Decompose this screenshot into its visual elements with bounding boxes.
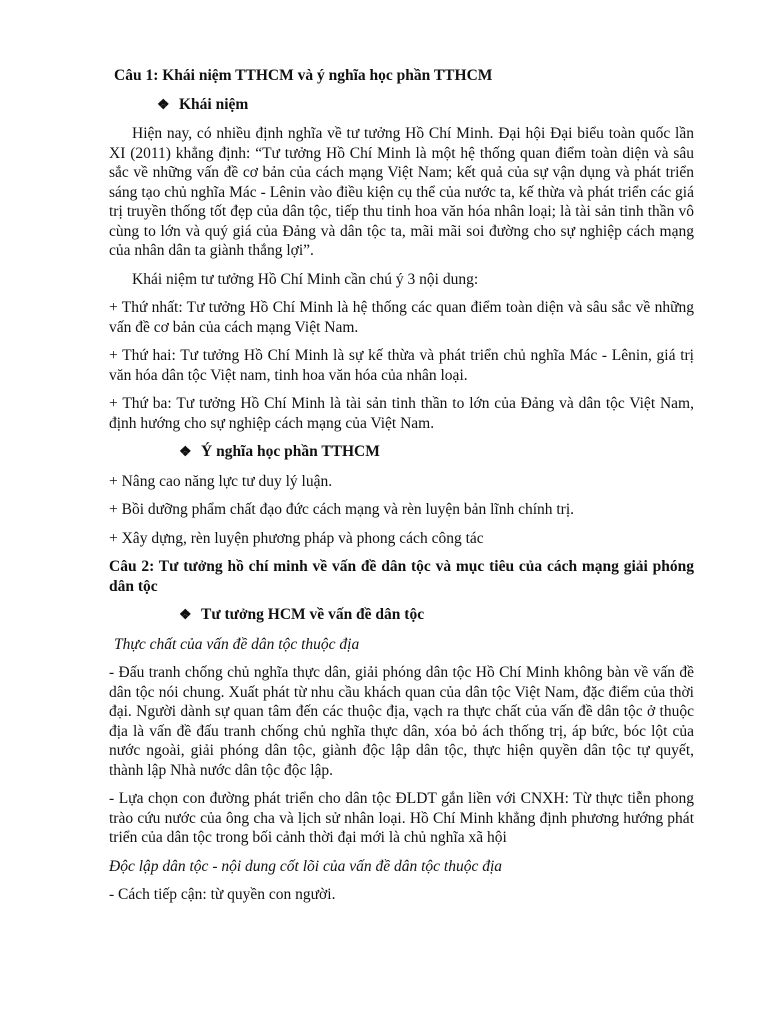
point-1: + Thứ nhất: Tư tưởng Hồ Chí Minh là hệ thống các quan điểm toàn diện và sâu sắc về những vấn đề cơ bản của cách mạng Việt Nam. xyxy=(109,299,694,336)
subheading-doc-lap: Độc lập dân tộc - nội dung cốt lõi của vấn đề dân tộc thuộc địa xyxy=(109,857,503,875)
section-van-de-dan-toc-heading xyxy=(109,605,694,626)
intro-paragraph: Hiện nay, có nhiều định nghĩa về tư tưởng Hồ Chí Minh. Đại hội Đại biểu toàn quốc lần XI (2011) khẳng định: “Tư tưởng Hồ Chí Minh là một hệ thống quan điểm toàn diện và sâu sắc về những vấn đề cơ bản của cách mạng Việt Nam; kết quả của sự vận dụng và phát triển sáng tạo chủ nghĩa Mác - Lênin vào điều kiện cụ thể của nước ta, kế thừa và phát triển các giá trị truyền thống tốt đẹp của dân tộc, tiếp thu tinh hoa văn hóa nhân loại; là tài sản tinh thần vô cùng to lớn và quý giá của Đảng và dân tộc ta, mãi mãi soi đường cho sự nghiệp cách mạng của nhân dân ta giành thắng lợi”. xyxy=(109,125,694,259)
section-y-nghia-title: Ý nghĩa học phần TTHCM xyxy=(201,443,380,460)
paragraph-dau-tranh: - Đấu tranh chống chủ nghĩa thực dân, giải phóng dân tộc Hồ Chí Minh không bàn về vấn đề dân tộc nói chung. Xuất phát từ nhu cầu khách quan của dân tộc Việt Nam, đặc điểm của thời đại. Người dành sự quan tâm đến các thuộc địa, vạch ra thực chất của vấn đề dân tộc ở thuộc địa là vấn đề đấu tranh chống chủ nghĩa thực dân, xóa bỏ ách thống trị, áp bức, bóc lột của nước ngoài, giải phóng dân tộc, giành độc lập dân tộc, thực hiện quyền dân tộc tự quyết, thành lập Nhà nước dân tộc độc lập. xyxy=(109,664,694,779)
paragraph-cach-tiep-can: - Cách tiếp cận: từ quyền con người. xyxy=(109,886,336,903)
section-khai-niem-title: Khái niệm xyxy=(179,95,249,113)
subheading-thuc-chat: Thực chất của vấn đề dân tộc thuộc địa xyxy=(114,635,360,653)
section-van-de-dan-toc-title: Tư tưởng HCM về vấn đề dân tộc xyxy=(201,606,425,623)
point-3: + Thứ ba: Tư tưởng Hồ Chí Minh là tài sản tinh thần to lớn của Đảng và dân tộc Việt Nam, định hướng cho sự nghiệp cách mạng của Việt Nam. xyxy=(109,395,694,432)
meaning-1: + Nâng cao năng lực tư duy lý luận. xyxy=(109,472,333,490)
diamond-bullet-icon: ❖ xyxy=(179,445,192,460)
section-y-nghia-heading xyxy=(109,442,694,463)
question-1-title: Câu 1: Khái niệm TTHCM và ý nghĩa học phần TTHCM xyxy=(114,67,493,84)
meaning-3: + Xây dựng, rèn luyện phương pháp và phong cách công tác xyxy=(109,529,484,547)
paragraph-lua-chon: - Lựa chọn con đường phát triển cho dân tộc ĐLDT gắn liền với CNXH: Từ thực tiễn phong trào cứu nước của ông cha và lịch sử nhân loại. Hồ Chí Minh khẳng định phương hướng phát triển của dân tộc trong bối cảnh thời đại mới là chủ nghĩa xã hội xyxy=(109,790,694,846)
section-khai-niem-heading xyxy=(109,95,694,116)
document-page xyxy=(109,66,694,914)
meaning-2: + Bồi dưỡng phẩm chất đạo đức cách mạng và rèn luyện bản lĩnh chính trị. xyxy=(109,501,575,518)
question-2-title: Câu 2: Tư tưởng hồ chí minh về vấn đề dân tộc và mục tiêu của cách mạng giải phóng dân tộc xyxy=(109,558,694,595)
point-2: + Thứ hai: Tư tưởng Hồ Chí Minh là sự kế thừa và phát triển chủ nghĩa Mác - Lênin, giá trị văn hóa dân tộc Việt nam, tinh hoa văn hóa của nhân loại. xyxy=(109,347,694,384)
diamond-bullet-icon: ❖ xyxy=(157,97,170,113)
concept-note: Khái niệm tư tưởng Hồ Chí Minh cần chú ý 3 nội dung: xyxy=(132,270,479,288)
diamond-bullet-icon: ❖ xyxy=(179,608,192,623)
